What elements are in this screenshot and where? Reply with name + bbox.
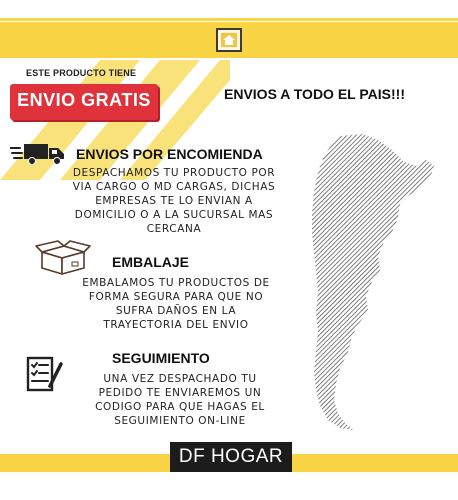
section-title-packaging: EMBALAJE — [112, 254, 190, 270]
box-icon — [34, 240, 92, 280]
logo-icon — [216, 28, 242, 52]
document-pen-icon — [26, 356, 66, 396]
section-text-tracking: UNA VEZ DESPACHADO TU PEDIDO TE ENVIAREMOS UN CODIGO PARA QUE HAGAS EL SEGUIMIENTO ON-LINE — [95, 373, 265, 427]
section-text-packaging: EMBALAMOS TU PRODUCTOS DE FORMA SEGURA PARA QUE NO SUFRA DAÑOS EN LA TRAYECTORIA DEL ENVIO — [82, 277, 270, 331]
argentina-map — [300, 132, 450, 436]
banner-subtitle: ESTE PRODUCTO TIENE — [26, 68, 137, 78]
section-title-shipping: ENVIOS POR ENCOMIENDA — [76, 146, 263, 162]
section-text-shipping: DESPACHAMOS TU PRODUCTO POR VIA CARGO O MD CARGAS, DICHAS EMPRESAS TE LO ENVIAN A DOMICILIO O A LA SUCURSAL MAS CERCANA — [72, 167, 276, 235]
brand-name: DF HOGAR — [178, 446, 284, 467]
headline: ENVIOS A TODO EL PAIS!!! — [224, 86, 405, 102]
brand-footer — [170, 442, 292, 472]
section-title-tracking: SEGUIMIENTO — [112, 350, 210, 366]
free-shipping-badge — [10, 84, 158, 120]
free-shipping-label: ENVIO GRATIS — [17, 90, 151, 110]
